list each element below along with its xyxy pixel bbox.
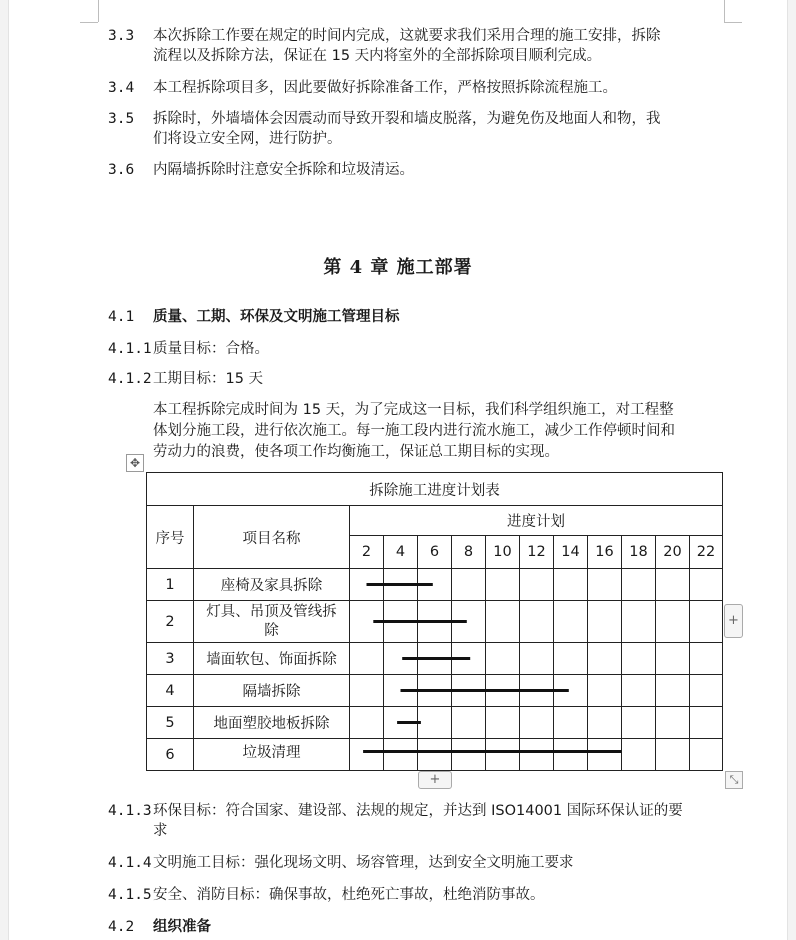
- item-number: 3.3: [108, 28, 135, 44]
- chapter-title: 第 4 章 施工部署: [323, 257, 473, 278]
- row-no: 2: [147, 601, 194, 643]
- row-no: 6: [147, 739, 194, 771]
- add-column-button[interactable]: +: [724, 604, 743, 638]
- section-heading: 质量、工期、环保及文明施工管理目标: [153, 308, 400, 325]
- header-plan: 进度计划: [350, 506, 723, 536]
- row-item-name: 墙面软包、饰面拆除: [194, 643, 350, 675]
- row-no: 1: [147, 569, 194, 601]
- section-number: 4.2: [108, 919, 135, 935]
- table-resize-handle-icon[interactable]: ⤡: [725, 771, 743, 789]
- section-heading: 组织准备: [153, 918, 211, 935]
- paragraph-line: 劳动力的浪费，使各项工作均衡施工，保证总工期目标的实现。: [153, 444, 559, 460]
- row-item-name: 座椅及家具拆除: [194, 569, 350, 601]
- section-number: 4.1: [108, 309, 135, 325]
- paragraph-line: 流程以及拆除方法，保证在 15 天内将室外的全部拆除项目顺利完成。: [153, 48, 602, 64]
- row-no: 5: [147, 707, 194, 739]
- paragraph-line: 内隔墙拆除时注意安全拆除和垃圾清运。: [153, 162, 414, 178]
- subsection-text: 环保目标：符合国家、建设部、法规的规定，并达到 ISO14001 国际环保认证的要: [153, 803, 683, 819]
- day-header: 22: [690, 536, 723, 569]
- paragraph-line: 拆除时，外墙墙体会因震动而导致开裂和墙皮脱落，为避免伤及地面人和物，我: [153, 111, 661, 127]
- header-item-name: 项目名称: [194, 506, 350, 569]
- subsection-number: 4.1.5: [108, 887, 152, 903]
- subsection-text: 工期目标：15 天: [153, 371, 264, 387]
- header-no: 序号: [147, 506, 194, 569]
- day-header: 20: [656, 536, 690, 569]
- day-header: 12: [520, 536, 554, 569]
- row-no: 4: [147, 675, 194, 707]
- subsection-text: 质量目标：合格。: [153, 341, 269, 357]
- paragraph-line: 本工程拆除项目多，因此要做好拆除准备工作，严格按照拆除流程施工。: [153, 80, 617, 96]
- row-item-name: 地面塑胶地板拆除: [194, 707, 350, 739]
- paragraph-line: 本工程拆除完成时间为 15 天，为了完成这一目标，我们科学组织施工，对工程整: [153, 402, 674, 418]
- table-caption: 拆除施工进度计划表: [147, 473, 723, 506]
- paragraph-line: 本次拆除工作要在规定的时间内完成，这就要求我们采用合理的施工安排，拆除: [153, 28, 661, 44]
- subsection-number: 4.1.1: [108, 341, 152, 357]
- day-header: 10: [486, 536, 520, 569]
- subsection-number: 4.1.2: [108, 371, 152, 387]
- item-number: 3.6: [108, 162, 135, 178]
- table-move-handle-icon[interactable]: ✥: [126, 454, 144, 472]
- item-number: 3.4: [108, 80, 135, 96]
- subsection-text: 安全、消防目标：确保事故，杜绝死亡事故，杜绝消防事故。: [153, 887, 545, 903]
- day-header: 6: [418, 536, 452, 569]
- day-header: 8: [452, 536, 486, 569]
- day-header: 14: [554, 536, 588, 569]
- item-number: 3.5: [108, 111, 135, 127]
- day-header: 2: [350, 536, 384, 569]
- row-item-name: 垃圾清理: [194, 739, 350, 771]
- paragraph-line: 体划分施工段，进行依次施工。每一施工段内进行流水施工，减少工作停顿时间和: [153, 423, 675, 439]
- row-item-name-line: 灯具、吊顶及管线拆: [206, 603, 337, 620]
- subsection-number: 4.1.4: [108, 855, 152, 871]
- day-header: 18: [622, 536, 656, 569]
- day-header: 4: [384, 536, 418, 569]
- row-no: 3: [147, 643, 194, 675]
- add-row-button[interactable]: +: [418, 771, 452, 789]
- day-header: 16: [588, 536, 622, 569]
- row-item-name-line: 除: [264, 622, 279, 639]
- subsection-number: 4.1.3: [108, 803, 152, 819]
- paragraph-line: 们将设立安全网，进行防护。: [153, 131, 342, 147]
- subsection-text: 文明施工目标：强化现场文明、场容管理，达到安全文明施工要求: [153, 855, 574, 871]
- row-item-name: 隔墙拆除: [194, 675, 350, 707]
- subsection-text: 求: [153, 823, 168, 839]
